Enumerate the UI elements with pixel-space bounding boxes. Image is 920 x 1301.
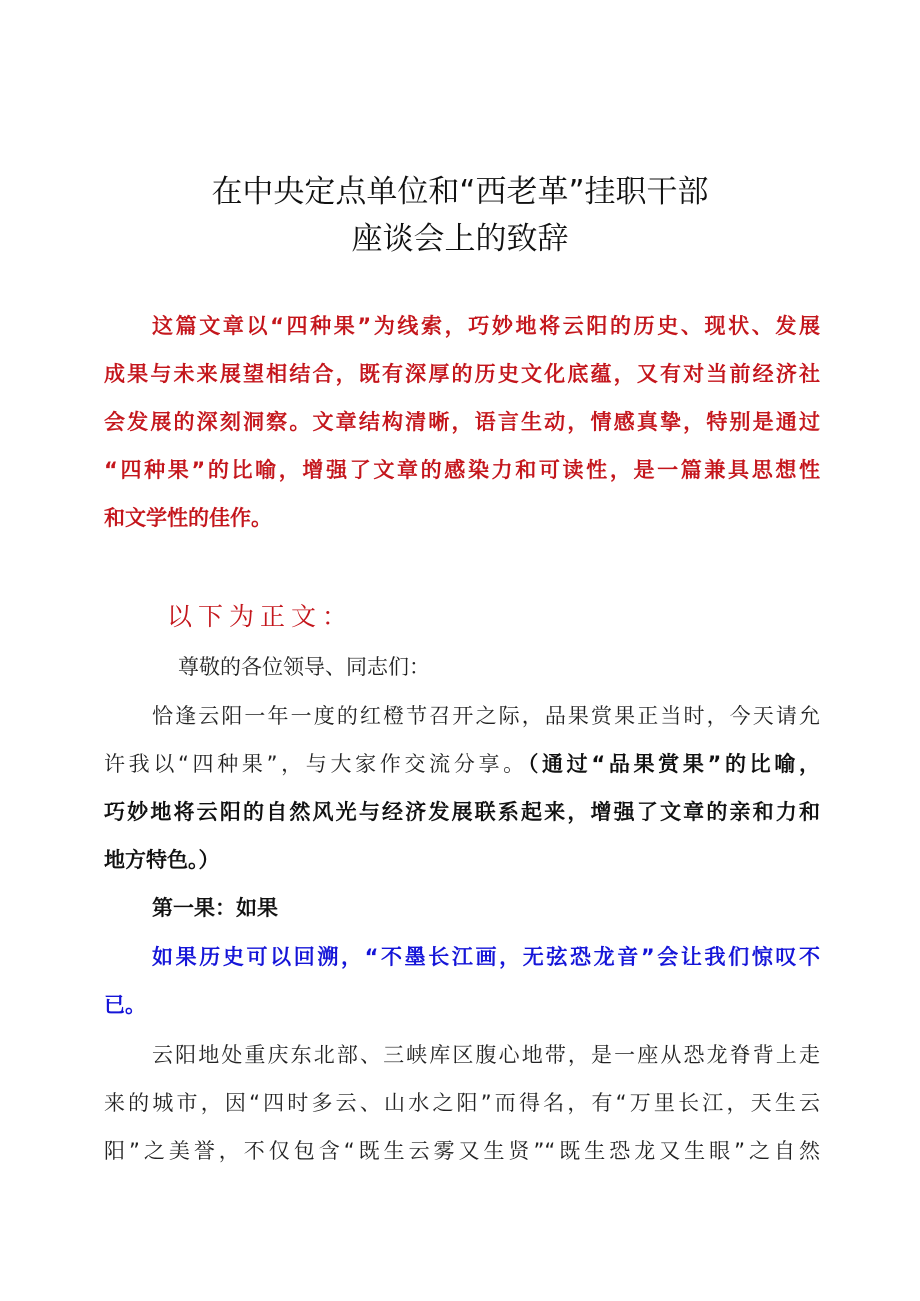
body-text xyxy=(104,652,820,1182)
paragraph-line: 阳”之美誉，不仅包含“既生云雾又生贤”“既生恐龙又生眼”之自然 xyxy=(104,1139,820,1163)
commentary-text: （通过“品果赏果”的比喻， xyxy=(527,752,820,776)
paragraph-line: 来的城市，因“四时多云、山水之阳”而得名，有“万里长江，天生云 xyxy=(104,1091,820,1115)
paragraph-line: 恰逢云阳一年一度的红橙节召开之际，品果赏果正当时，今天请允 xyxy=(152,704,820,728)
main-text-label: 以下为正文： xyxy=(167,602,354,631)
section-heading: 第一果：如果 xyxy=(152,896,278,920)
paragraph-line-mixed xyxy=(104,749,820,779)
highlight-line: 已。 xyxy=(104,993,146,1017)
commentary-line: 地方特色。） xyxy=(104,848,220,872)
summary-line: 会发展的深刻洞察。文章结构清晰，语言生动，情感真挚，特别是通过 xyxy=(104,410,820,434)
paragraph-text: 许我以“四种果”，与大家作交流分享。 xyxy=(104,752,528,776)
summary-line: 和文学性的佳作。 xyxy=(104,506,272,530)
paragraph-line: 云阳地处重庆东北部、三峡库区腹心地带，是一座从恐龙脊背上走 xyxy=(152,1043,820,1067)
highlight-line: 如果历史可以回溯，“不墨长江画，无弦恐龙音”会让我们惊叹不 xyxy=(152,945,820,969)
commentary-line: 巧妙地将云阳的自然风光与经济发展联系起来，增强了文章的亲和力和 xyxy=(104,800,820,824)
document-title-line-1: 在中央定点单位和“西老革”挂职干部 xyxy=(211,174,709,210)
document-title-line-2: 座谈会上的致辞 xyxy=(351,221,569,257)
summary-line: 成果与未来展望相结合，既有深厚的历史文化底蕴，又有对当前经济社 xyxy=(104,362,820,386)
summary-paragraph xyxy=(104,311,820,541)
summary-line: “四种果”的比喻，增强了文章的感染力和可读性，是一篇兼具思想性 xyxy=(104,458,820,482)
summary-line: 这篇文章以“四种果”为线索，巧妙地将云阳的历史、现状、发展 xyxy=(152,314,820,338)
greeting: 尊敬的各位领导、同志们： xyxy=(178,655,430,679)
